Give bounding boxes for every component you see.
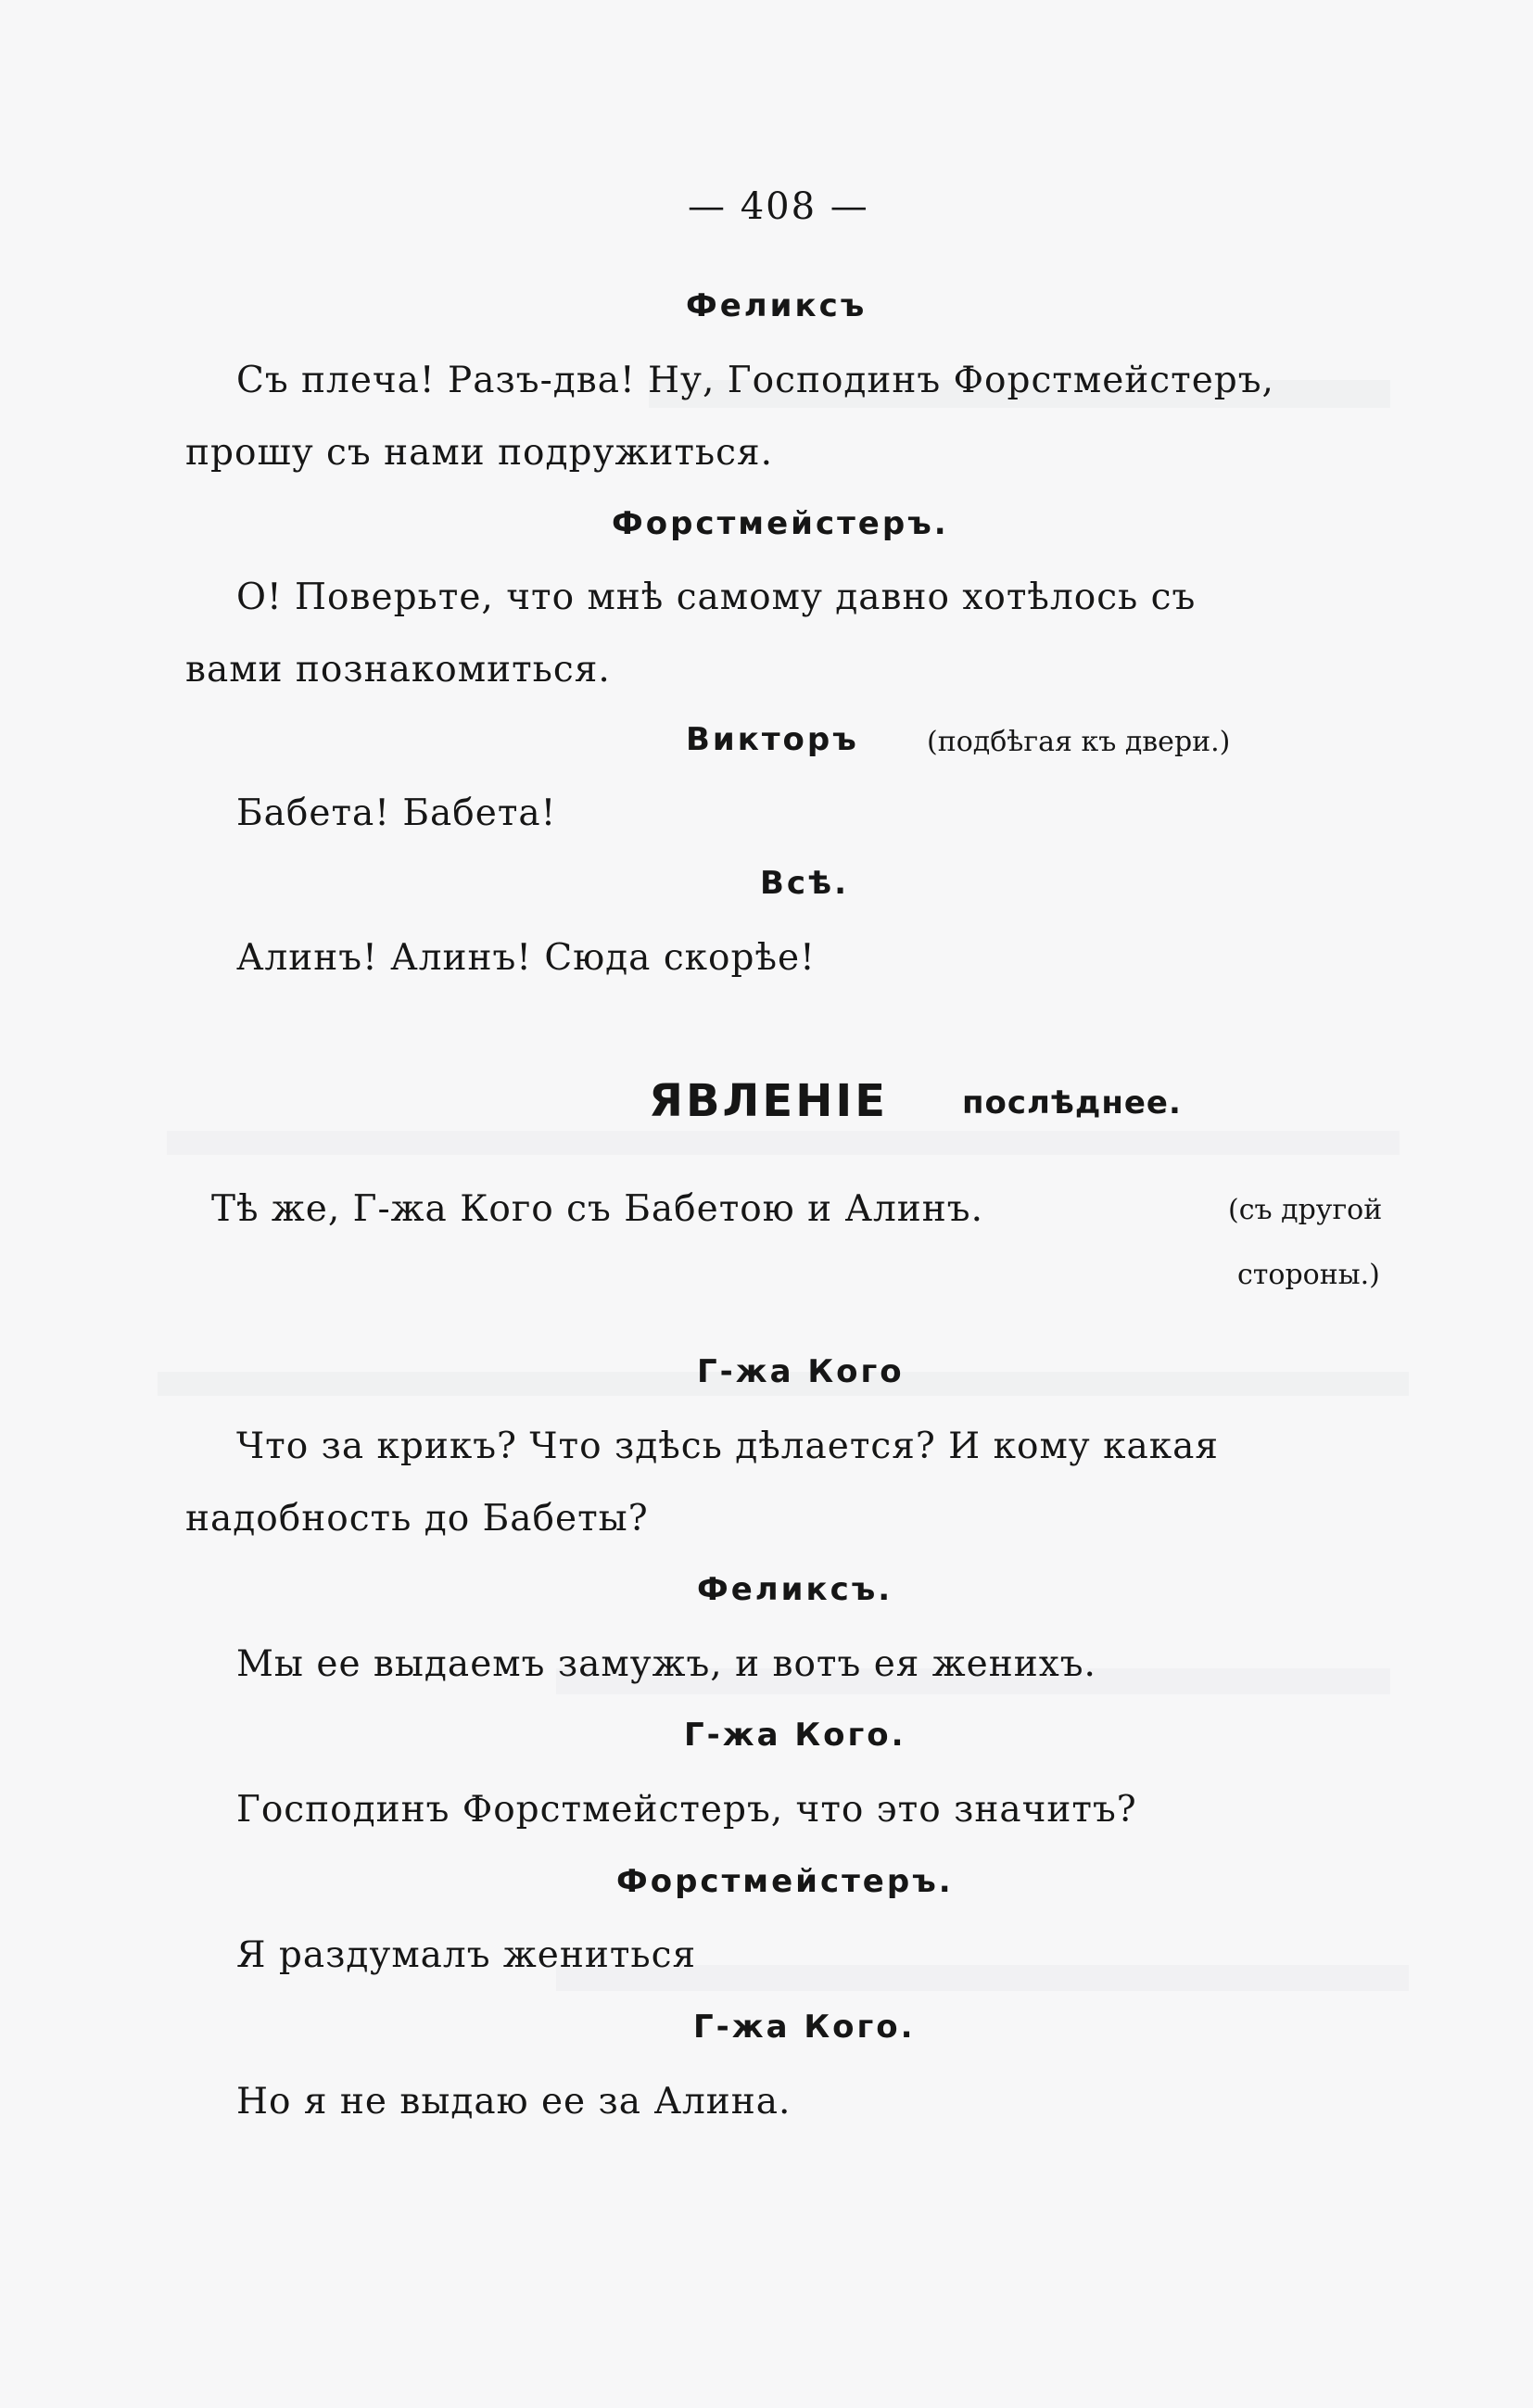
- dialogue-line: Бабета! Бабета!: [236, 792, 557, 834]
- dialogue-line: надобность до Бабеты?: [185, 1498, 649, 1540]
- dialogue-line: Мы ее выдаемъ замужъ, и вотъ ея женихъ.: [236, 1643, 1096, 1685]
- speaker-name: Форстмейстеръ.: [612, 505, 949, 542]
- page-number: — 408 —: [688, 185, 869, 228]
- speaker-name: Г-жа Кого: [697, 1353, 905, 1390]
- speaker-name: Викторъ: [686, 721, 859, 758]
- dialogue-line: Господинъ Форстмейстеръ, что это значитъ?: [236, 1789, 1137, 1831]
- scene-cast: Тѣ же, Г-жа Кого съ Бабетою и Алинъ.: [211, 1188, 984, 1230]
- dialogue-line: Съ плеча! Разъ-два! Ну, Господинъ Форстмейстеръ,: [236, 360, 1274, 401]
- speaker-name: Форстмейстеръ.: [616, 1863, 954, 1900]
- dialogue-line: О! Поверьте, что мнѣ самому давно хотѣлось съ: [236, 577, 1197, 618]
- dialogue-line: Что за крикъ? Что здѣсь дѣлается? И кому какая: [236, 1426, 1219, 1467]
- speaker-name: Феликсъ.: [697, 1571, 893, 1608]
- scene-subtitle: послѣднее.: [962, 1084, 1182, 1122]
- speaker-name: Г-жа Кого.: [693, 2009, 916, 2046]
- speaker-name: Г-жа Кого.: [684, 1717, 906, 1754]
- stage-direction: (съ другой: [1228, 1194, 1383, 1226]
- speaker-name: Феликсъ: [686, 287, 868, 324]
- speaker-name: Всѣ.: [760, 865, 850, 902]
- scene-title: ЯВЛЕНІЕ: [649, 1075, 889, 1127]
- dialogue-line: Алинъ! Алинъ! Сюда скорѣе!: [236, 937, 816, 979]
- stage-direction: стороны.): [1237, 1259, 1380, 1291]
- bleed-through-texture: [167, 1131, 1400, 1155]
- dialogue-line: вами познакомиться.: [185, 649, 611, 691]
- dialogue-line: прошу съ нами подружиться.: [185, 432, 773, 474]
- dialogue-line: Я раздумалъ жениться: [236, 1934, 697, 1976]
- stage-direction: (подбѣгая къ двери.): [927, 726, 1231, 758]
- dialogue-line: Но я не выдаю ее за Алина.: [236, 2081, 792, 2123]
